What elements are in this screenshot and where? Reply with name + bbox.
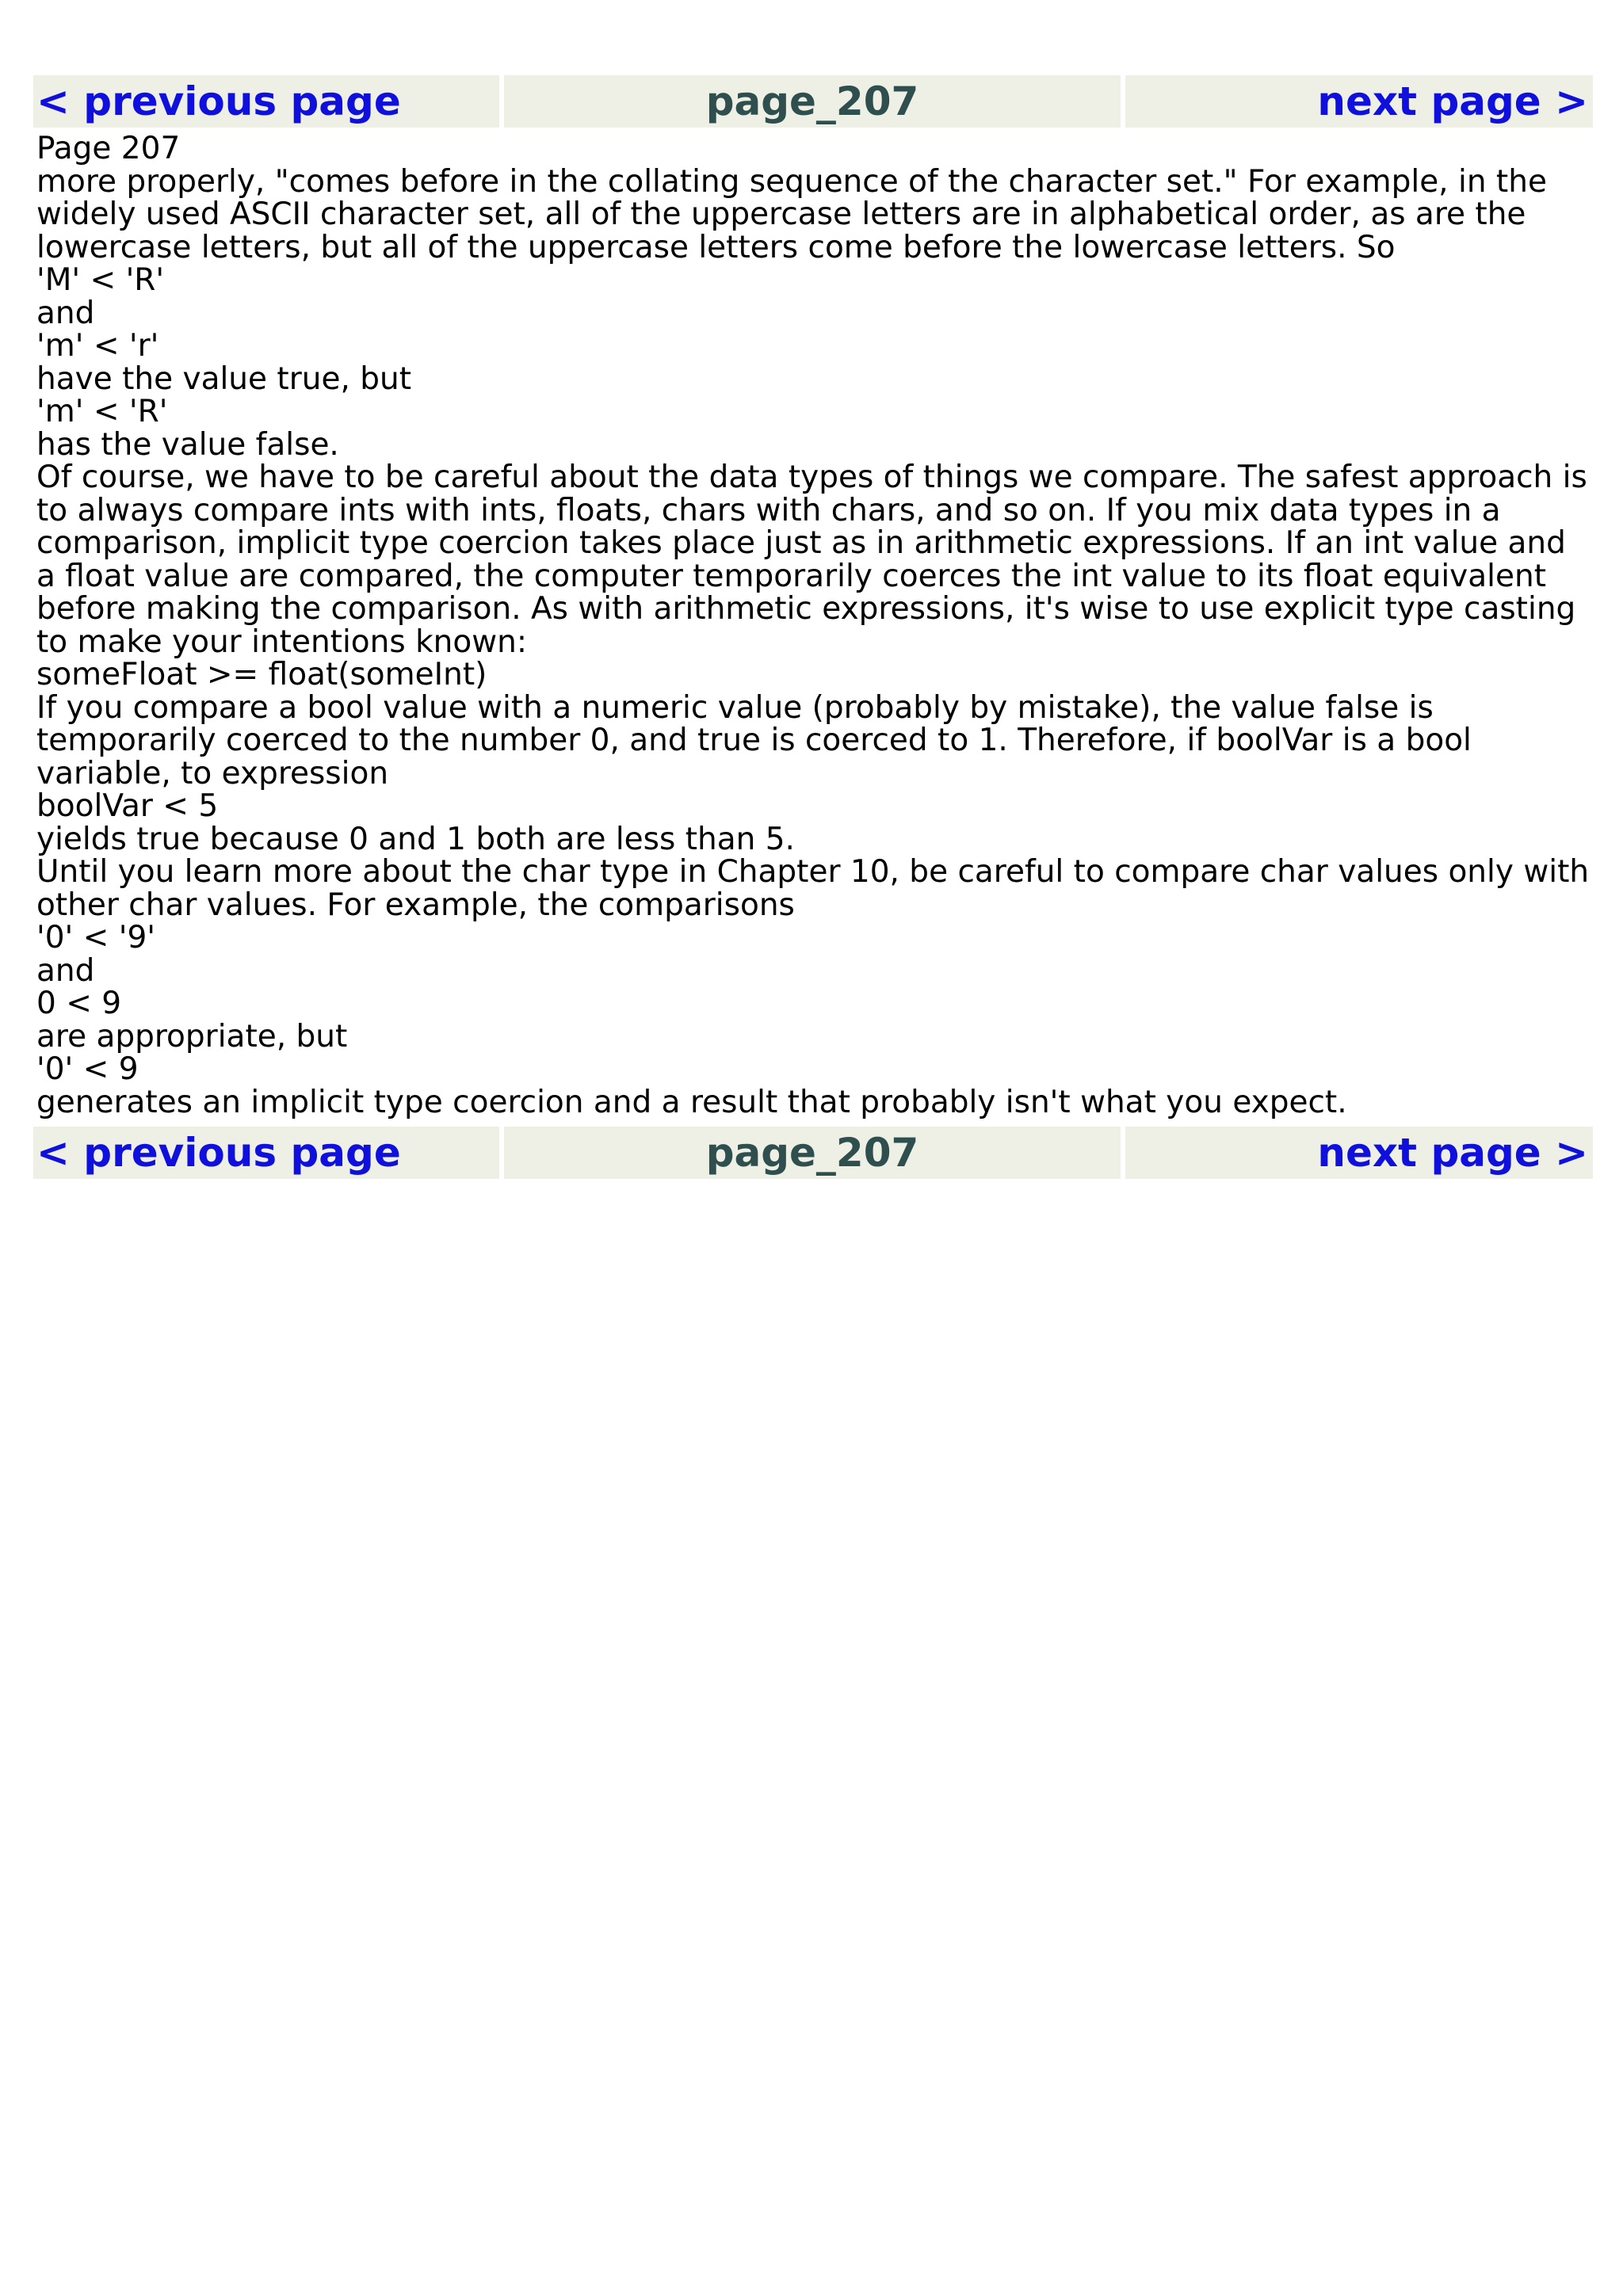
code-line: boolVar < 5 [36,788,219,824]
bottom-prev-cell [33,1127,499,1179]
top-navigation-bar [33,75,1593,128]
code-line: '0' < 9 [36,1051,139,1087]
text-line: yields true because 0 and 1 both are less than 5. [36,821,795,857]
page-content [33,128,1593,1123]
page-heading: Page 207 [36,131,181,166]
bottom-page-label: page_207 [504,1127,1121,1179]
paragraph-data-types: Of course, we have to be careful about the data types of things we compare. The safest approach is to always compare ints with ints, floats, chars with chars, and so on. If you mix data types in a comparison, implicit type coercion takes place just as in arithmetic expressions. If an int value and a float value are compared, the computer temporarily coerces the int value to its float equivalent before making the comparison. As with arithmetic expressions, it's wise to use explicit type casting to make your intentions known: [36,460,1587,660]
text-line: have the value true, but [36,360,412,397]
text-line: generates an implicit type coercion and a result that probably isn't what you expect. [36,1084,1347,1120]
paragraph-char-type: Until you learn more about the char type in Chapter 10, be careful to compare char values only with other char values. For example, the comparisons [36,854,1590,923]
text-line: and [36,952,95,989]
code-line: 'm' < 'r' [36,328,159,364]
code-line: 'm' < 'R' [36,394,168,429]
bottom-navigation-bar [33,1127,1593,1179]
top-next-page-link[interactable]: next page > [1317,78,1589,124]
top-previous-page-link[interactable]: < previous page [36,78,401,124]
code-line: 'M' < 'R' [36,262,165,298]
paragraph-collating-sequence: more properly, "comes before in the collating sequence of the character set." For example, in the widely used ASCII character set, all of the uppercase letters are in alphabetical order, as are the lowercase letters, but all of the uppercase letters come before the lowercase letters. So [36,163,1547,265]
code-line: '0' < '9' [36,920,155,955]
bottom-next-page-link[interactable]: next page > [1317,1130,1589,1176]
page-container [33,75,1593,1179]
bottom-previous-page-link[interactable]: < previous page [36,1130,401,1176]
top-page-label: page_207 [504,75,1121,128]
top-prev-cell [33,75,499,128]
text-line: are appropriate, but [36,1018,348,1055]
top-next-cell [1125,75,1593,128]
bottom-next-cell [1125,1127,1593,1179]
text-line: and [36,295,95,331]
paragraph-bool-comparison: If you compare a bool value with a numeric value (probably by mistake), the value false is temporarily coerced to the number 0, and true is coerced to 1. Therefore, if boolVar is a bool variable, to expression [36,689,1472,791]
code-line: someFloat >= float(someInt) [36,657,487,692]
code-line: 0 < 9 [36,986,122,1021]
text-line: has the value false. [36,426,339,463]
